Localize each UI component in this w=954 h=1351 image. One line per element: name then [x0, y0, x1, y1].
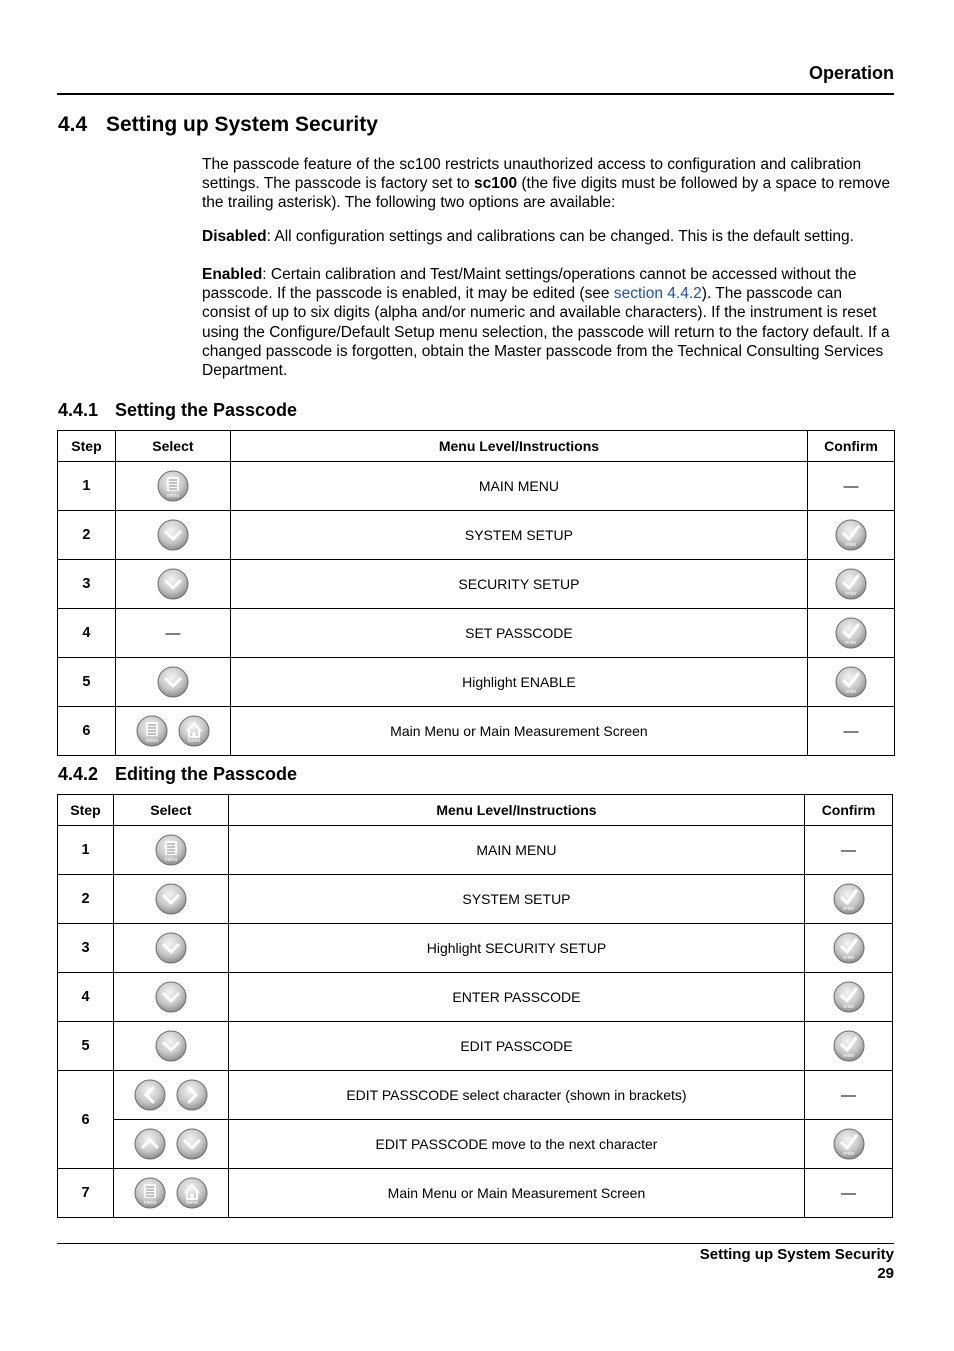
instruction-cell: MAIN MENU: [228, 826, 804, 875]
enabled-text-b: ). The passcode can consist of up to six digits (alpha and/or numeric and available characters). If the instrument is reset using the Configure/Default Setup menu selection, the passcode will return to the factory default. If a changed passcode is forgotten, obtain the Master passcode from the Technical Consulting Services Department.: [202, 285, 890, 380]
step-number: 2: [58, 511, 116, 560]
dash: —: [841, 1086, 857, 1104]
section-number: 4.4: [58, 113, 88, 136]
running-header: Operation: [808, 63, 894, 83]
intro-paragraph: [202, 155, 894, 213]
table-row: [58, 1071, 893, 1120]
down-arrow-icon[interactable]: [155, 1030, 187, 1062]
table-row: [58, 658, 895, 707]
passcode-editing-table: [57, 794, 893, 1218]
factory-passcode: sc100: [473, 175, 518, 193]
table-row: [58, 826, 893, 875]
instruction-cell: Highlight ENABLE: [230, 658, 807, 707]
intro-text-b: (the five digits must be followed by a space to remove the trailing asterisk). The following two options are available:: [202, 175, 891, 212]
svg-text:menu: menu: [166, 493, 180, 499]
instruction-cell: Main Menu or Main Measurement Screen: [230, 707, 807, 756]
svg-text:enter: enter: [845, 689, 857, 695]
table-row: [58, 1022, 893, 1071]
select-cell: [113, 1071, 228, 1120]
select-cell: [113, 1022, 228, 1071]
section-heading: [58, 113, 378, 137]
down-arrow-icon[interactable]: [157, 666, 189, 698]
footer-rule: [57, 1243, 894, 1244]
select-cell: [113, 875, 228, 924]
down-arrow-icon[interactable]: [155, 932, 187, 964]
step-number: 5: [58, 658, 116, 707]
disabled-paragraph: [202, 227, 894, 246]
col-header-select: Select: [115, 431, 230, 462]
instruction-cell: MAIN MENU: [230, 462, 807, 511]
step-number: 4: [58, 973, 114, 1022]
select-cell: [113, 1120, 228, 1169]
enter-icon[interactable]: [833, 981, 865, 1013]
confirm-cell: [805, 1022, 893, 1071]
instruction-cell: EDIT PASSCODE move to the next character: [228, 1120, 804, 1169]
header-rule: [57, 93, 894, 95]
col-header-step: Step: [58, 795, 114, 826]
select-cell: [115, 511, 230, 560]
instruction-cell: EDIT PASSCODE select character (shown in brackets): [228, 1071, 804, 1120]
col-header-menu: Menu Level/Instructions: [230, 431, 807, 462]
col-header-confirm: Confirm: [805, 795, 893, 826]
svg-text:enter: enter: [842, 906, 855, 912]
subsection-number: 4.4.1: [58, 400, 99, 420]
intro-text-a: The passcode feature of the sc100 restricts unauthorized access to configuration and calibration settings. The passcode is factory set to: [202, 156, 862, 193]
disabled-text: : All configuration settings and calibrations can be changed. This is the default setting.: [266, 228, 854, 245]
svg-text:home: home: [185, 1200, 199, 1206]
subsection-title: Setting the Passcode: [115, 400, 298, 420]
home-icon[interactable]: [176, 1177, 208, 1209]
enabled-text-a: : Certain calibration and Test/Maint settings/operations cannot be accessed without the passcode. If the passcode is enabled, it may be edited (see: [202, 266, 857, 303]
table-row: [58, 973, 893, 1022]
enter-icon[interactable]: [835, 568, 867, 600]
subsection-heading-2: [58, 764, 297, 785]
enter-icon[interactable]: [835, 519, 867, 551]
subsection-title: Editing the Passcode: [115, 764, 298, 784]
instruction-cell: ENTER PASSCODE: [228, 973, 804, 1022]
down-arrow-icon[interactable]: [155, 883, 187, 915]
section-link[interactable]: section 4.4.2: [613, 285, 702, 303]
select-cell: [113, 826, 228, 875]
confirm-cell: [808, 707, 895, 756]
table-row: [58, 1169, 893, 1218]
select-cell: [115, 658, 230, 707]
step-number: 6: [58, 1071, 114, 1169]
svg-text:enter: enter: [842, 955, 855, 961]
confirm-cell: [808, 462, 895, 511]
subsection-number: 4.4.2: [58, 764, 99, 784]
confirm-cell: [808, 511, 895, 560]
table-row: [58, 707, 895, 756]
svg-text:enter: enter: [845, 640, 857, 646]
instruction-cell: Main Menu or Main Measurement Screen: [228, 1169, 804, 1218]
table-row: [58, 924, 893, 973]
enabled-term: Enabled: [202, 266, 263, 283]
instruction-cell: Highlight SECURITY SETUP: [228, 924, 804, 973]
svg-text:menu: menu: [164, 857, 178, 863]
menu-icon[interactable]: [136, 715, 168, 747]
confirm-cell: [808, 560, 895, 609]
confirm-cell: [805, 1071, 893, 1120]
confirm-cell: [805, 826, 893, 875]
up-arrow-icon[interactable]: [134, 1128, 166, 1160]
enter-icon[interactable]: [833, 1128, 865, 1160]
svg-text:enter: enter: [842, 1053, 855, 1059]
enter-icon[interactable]: [835, 666, 867, 698]
select-cell: [115, 609, 230, 658]
svg-text:enter: enter: [842, 1151, 855, 1157]
confirm-cell: [805, 1169, 893, 1218]
dash: —: [841, 1184, 857, 1202]
step-number: 1: [58, 462, 116, 511]
menu-icon[interactable]: [157, 470, 189, 502]
footer-title: Setting up System Security: [699, 1246, 894, 1263]
menu-icon[interactable]: [155, 834, 187, 866]
svg-text:menu: menu: [145, 738, 159, 744]
confirm-cell: [808, 658, 895, 707]
step-number: 3: [58, 560, 116, 609]
confirm-cell: [805, 924, 893, 973]
instruction-cell: SET PASSCODE: [230, 609, 807, 658]
table-row: [58, 462, 895, 511]
step-number: 1: [58, 826, 114, 875]
step-number: 5: [58, 1022, 114, 1071]
svg-text:menu: menu: [143, 1200, 157, 1206]
confirm-cell: [805, 875, 893, 924]
step-number: 2: [58, 875, 114, 924]
instruction-cell: SECURITY SETUP: [230, 560, 807, 609]
down-arrow-icon[interactable]: [157, 568, 189, 600]
page-number: 29: [877, 1265, 894, 1282]
table-row: [58, 609, 895, 658]
instruction-cell: EDIT PASSCODE: [228, 1022, 804, 1071]
menu-icon[interactable]: [134, 1177, 166, 1209]
down-arrow-icon[interactable]: [155, 981, 187, 1013]
down-arrow-icon[interactable]: [157, 519, 189, 551]
dash: —: [843, 477, 859, 495]
dash: —: [843, 722, 859, 740]
enter-icon[interactable]: [835, 617, 867, 649]
down-arrow-icon[interactable]: [176, 1128, 208, 1160]
select-cell: [115, 560, 230, 609]
svg-text:enter: enter: [845, 591, 857, 597]
step-number: 4: [58, 609, 116, 658]
svg-text:enter: enter: [842, 1004, 855, 1010]
dash: —: [841, 841, 857, 859]
section-title-text: Setting up System Security: [106, 113, 378, 136]
enter-icon[interactable]: [833, 883, 865, 915]
select-cell: [113, 924, 228, 973]
svg-text:home: home: [187, 738, 201, 744]
enter-icon[interactable]: [833, 932, 865, 964]
col-header-menu: Menu Level/Instructions: [228, 795, 804, 826]
svg-text:enter: enter: [845, 542, 857, 548]
enabled-paragraph: [202, 265, 894, 380]
confirm-cell: [805, 1120, 893, 1169]
home-icon[interactable]: [178, 715, 210, 747]
left-arrow-icon[interactable]: [134, 1079, 166, 1111]
dash: —: [165, 624, 181, 642]
subsection-heading-1: [58, 400, 297, 421]
step-number: 3: [58, 924, 114, 973]
instruction-cell: SYSTEM SETUP: [228, 875, 804, 924]
enter-icon[interactable]: [833, 1030, 865, 1062]
col-header-step: Step: [58, 431, 116, 462]
col-header-select: Select: [113, 795, 228, 826]
col-header-confirm: Confirm: [808, 431, 895, 462]
right-arrow-icon[interactable]: [176, 1079, 208, 1111]
passcode-setting-table: [57, 430, 895, 756]
step-number: 6: [58, 707, 116, 756]
select-cell: [115, 707, 230, 756]
disabled-term: Disabled: [202, 228, 267, 245]
confirm-cell: [808, 609, 895, 658]
select-cell: [113, 1169, 228, 1218]
instruction-cell: SYSTEM SETUP: [230, 511, 807, 560]
select-cell: [115, 462, 230, 511]
select-cell: [113, 973, 228, 1022]
confirm-cell: [805, 973, 893, 1022]
table-row: [58, 560, 895, 609]
step-number: 7: [58, 1169, 114, 1218]
table-row: [58, 511, 895, 560]
table-row: [58, 875, 893, 924]
table-row: [58, 1120, 893, 1169]
